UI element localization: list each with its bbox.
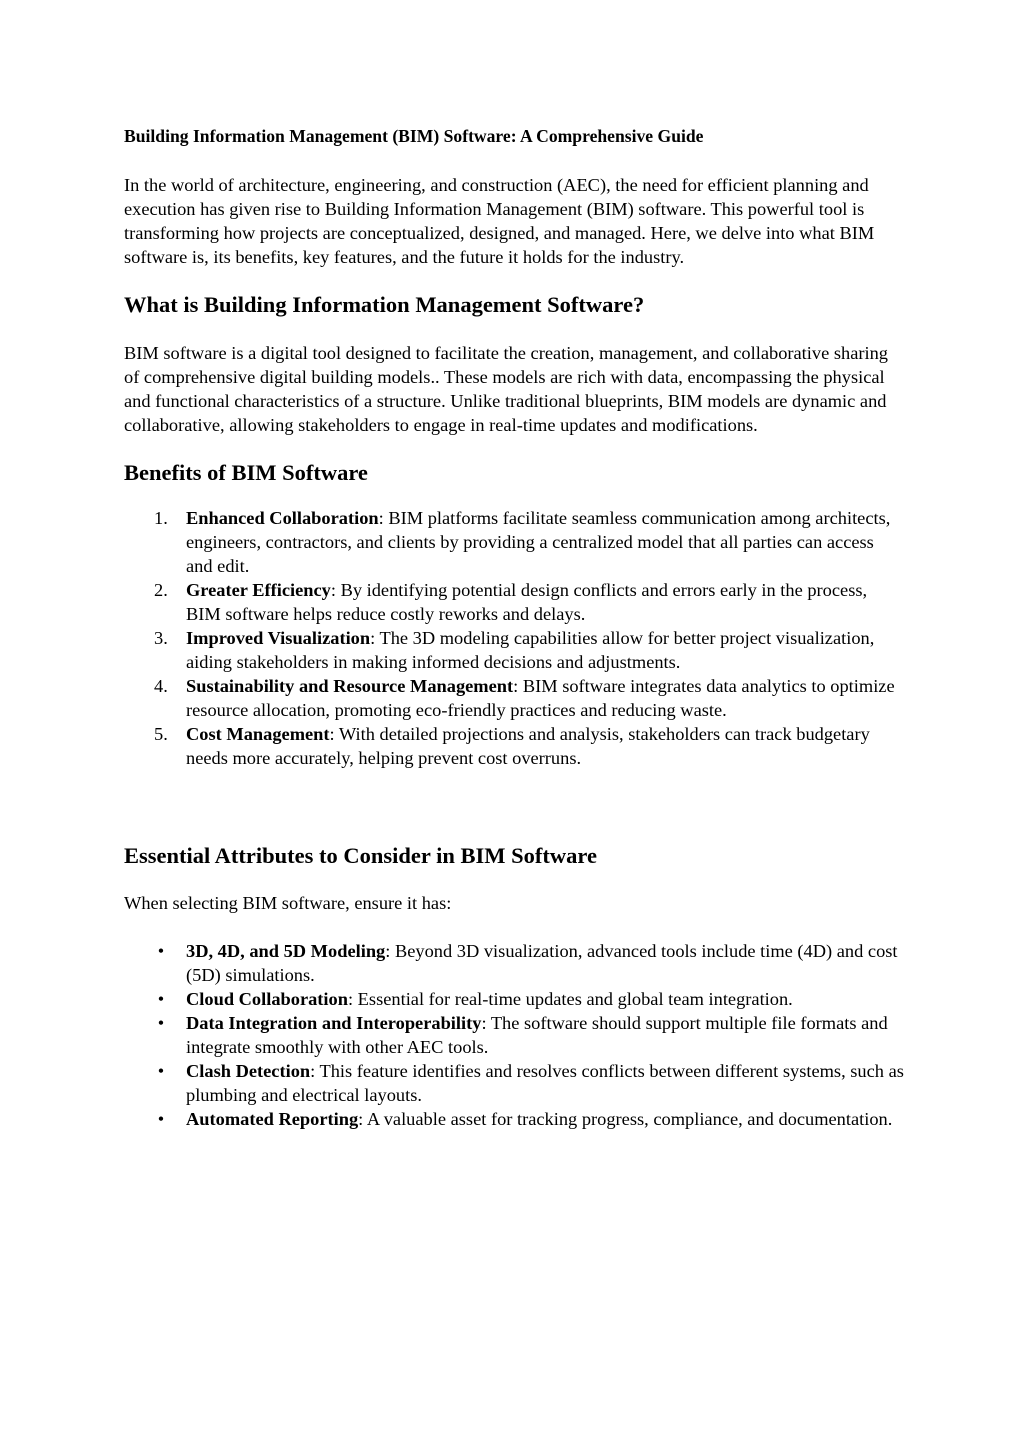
attribute-text: : The software should support multiple file formats and integrate smoothly with other AEC tools. xyxy=(186,1013,888,1057)
document-page xyxy=(124,124,904,1149)
attribute-text: : This feature identifies and resolves conflicts between different systems, such as plumbing and electrical layouts. xyxy=(186,1061,904,1105)
attribute-item-2 xyxy=(124,987,904,1011)
heading-what-is-bim: What is Building Information Management Software? xyxy=(124,292,645,317)
benefit-item-2 xyxy=(124,578,904,626)
benefit-text: : With detailed projections and analysis, stakeholders can track budgetary needs more accurately, helping prevent cost overruns. xyxy=(186,724,870,768)
list-number: 3. xyxy=(154,628,168,648)
benefit-title: Sustainability and Resource Management xyxy=(186,676,514,696)
heading-benefits: Benefits of BIM Software xyxy=(124,460,368,485)
attribute-item-4 xyxy=(124,1059,904,1107)
benefit-title: Greater Efficiency xyxy=(186,580,331,600)
attributes-list xyxy=(124,939,904,1131)
what-is-bim-paragraph: BIM software is a digital tool designed to facilitate the creation, management, and collaborative sharing of comprehensive digital building models.. These models are rich with data, encompassing the physical and functional characteristics of a structure. Unlike traditional blueprints, BIM models are dynamic and collaborative, allowing stakeholders to engage in real-time updates and modifications. xyxy=(124,343,888,435)
bullet-icon: • xyxy=(157,989,165,1009)
attribute-title: Automated Reporting xyxy=(186,1109,359,1129)
benefit-title: Enhanced Collaboration xyxy=(186,508,379,528)
list-number: 1. xyxy=(154,508,168,528)
bullet-icon: • xyxy=(157,941,165,961)
benefit-title: Improved Visualization xyxy=(186,628,371,648)
attribute-title: 3D, 4D, and 5D Modeling xyxy=(186,941,386,961)
document-title: Building Information Management (BIM) Software: A Comprehensive Guide xyxy=(124,126,704,146)
benefit-text: : BIM platforms facilitate seamless communication among architects, engineers, contractors, and clients by providing a centralized model that all parties can access and edit. xyxy=(186,508,891,576)
attribute-item-3 xyxy=(124,1011,904,1059)
attribute-text: : Essential for real-time updates and global team integration. xyxy=(347,989,793,1009)
bullet-icon: • xyxy=(157,1109,165,1129)
attribute-title: Cloud Collaboration xyxy=(186,989,348,1009)
list-number: 4. xyxy=(154,676,168,696)
benefit-text: : BIM software integrates data analytics to optimize resource allocation, promoting eco-friendly practices and reducing waste. xyxy=(186,676,895,720)
bullet-icon: • xyxy=(157,1013,165,1033)
list-number: 5. xyxy=(154,724,168,744)
intro-paragraph: In the world of architecture, engineering, and construction (AEC), the need for efficient planning and execution has given rise to Building Information Management (BIM) software. This powerful tool is transforming how projects are conceptualized, designed, and managed. Here, we delve into what BIM software is, its benefits, key features, and the future it holds for the industry. xyxy=(124,175,875,267)
attribute-title: Data Integration and Interoperability xyxy=(186,1013,482,1033)
attributes-lead-paragraph: When selecting BIM software, ensure it has: xyxy=(124,893,452,913)
benefit-item-3 xyxy=(124,626,904,674)
benefit-item-1 xyxy=(124,506,904,578)
list-number: 2. xyxy=(154,580,168,600)
attribute-text: : A valuable asset for tracking progress, compliance, and documentation. xyxy=(358,1109,893,1129)
benefit-item-4 xyxy=(124,674,904,722)
attribute-text: : Beyond 3D visualization, advanced tools include time (4D) and cost (5D) simulations. xyxy=(186,941,898,985)
bullet-icon: • xyxy=(157,1061,165,1081)
benefit-text: : The 3D modeling capabilities allow for better project visualization, aiding stakeholders in making informed decisions and adjustments. xyxy=(186,628,875,672)
attribute-item-1 xyxy=(124,939,904,987)
benefit-item-5 xyxy=(124,722,904,770)
attribute-item-5 xyxy=(124,1107,904,1131)
benefits-list xyxy=(124,506,904,770)
heading-essential-attributes: Essential Attributes to Consider in BIM Software xyxy=(124,843,597,868)
benefit-text: : By identifying potential design conflicts and errors early in the process, BIM software helps reduce costly reworks and delays. xyxy=(186,580,868,624)
attribute-title: Clash Detection xyxy=(186,1061,311,1081)
benefit-title: Cost Management xyxy=(186,724,330,744)
